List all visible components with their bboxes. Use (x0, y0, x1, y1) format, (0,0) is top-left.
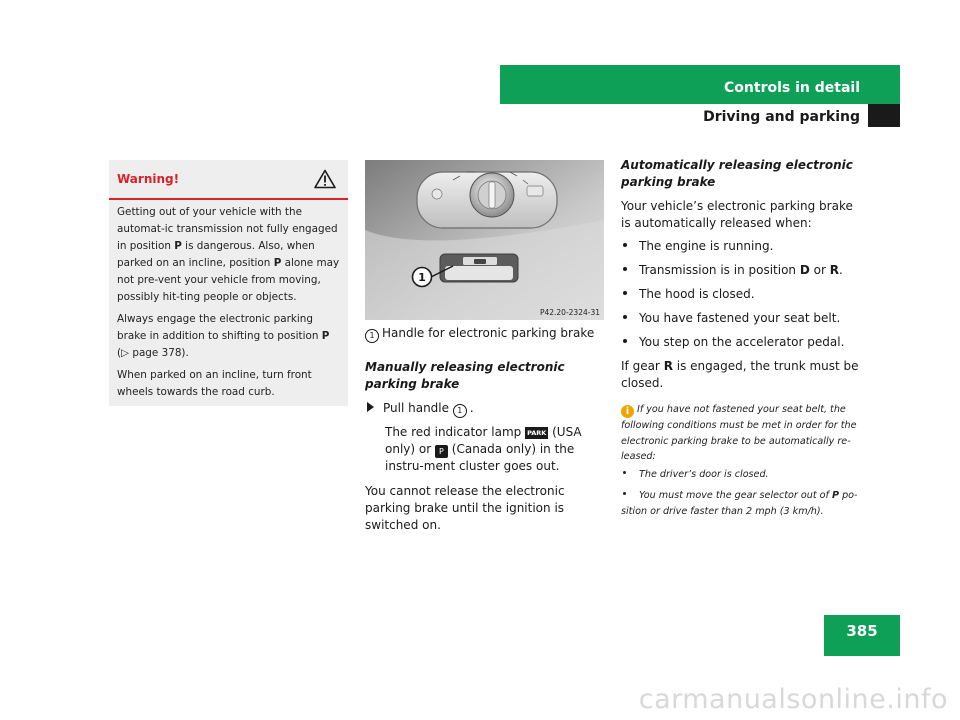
figure-caption: 1 Handle for electronic parking brake (365, 325, 605, 343)
section-title: Controls in detail (724, 80, 860, 96)
warning-paragraph-3: When parked on an incline, turn front wheels towards the road curb. (117, 369, 312, 398)
trunk-note: If gear R is engaged, the trunk must be closed. (621, 359, 859, 390)
indicator-lamp-description: The red indicator lamp PARK (USA only) or P (Canada only) in the instru-ment cluster goes out. (385, 425, 582, 473)
automatic-release-heading: Automatically releasing electronic parking brake (621, 158, 853, 189)
bullet-icon (623, 492, 626, 495)
canada-p-lamp-icon: P (435, 445, 448, 458)
step-callout-number: 1 (453, 404, 467, 418)
header-tab-marker (868, 104, 900, 127)
bullet-icon (623, 267, 627, 271)
automatic-release-intro: Your vehicle’s electronic parking brake is automatically released when: (621, 199, 853, 230)
bullet-icon (623, 291, 627, 295)
bullet-icon (623, 315, 627, 319)
watermark: carmanualsonline.info (638, 684, 948, 715)
bullet-icon (623, 243, 627, 247)
subsection-title: Driving and parking (703, 109, 860, 125)
manual-release-step: Pull handle 1 . (365, 400, 605, 418)
info-note: i If you have not fastened your seat belt, the following conditions must be met in order for the electronic parking brake to be automatically re-leased: (621, 404, 857, 462)
list-item: You have fastened your seat belt. (621, 310, 861, 327)
callout-number: 1 (365, 329, 379, 343)
list-item: The hood is closed. (621, 286, 861, 303)
warning-divider (109, 198, 348, 200)
manual-release-heading: Manually releasing electronic parking brake (365, 360, 565, 391)
bullet-icon (623, 339, 627, 343)
park-lamp-icon: PARK (527, 429, 547, 437)
bullet-icon (623, 471, 626, 474)
warning-title: Warning! (117, 172, 180, 186)
warning-paragraph-2: Always engage the electronic parking brake in addition to shifting to position P (▷ page 378). (117, 313, 330, 359)
list-item: You step on the accelerator pedal. (621, 334, 861, 351)
step-arrow-icon (367, 402, 374, 412)
info-list-item: You must move the gear selector out of P po-sition or drive faster than 2 mph (3 km/h). (621, 490, 858, 517)
list-item: Transmission is in position D or R. (621, 262, 861, 279)
list-item: The engine is running. (621, 238, 861, 255)
info-icon: i (621, 405, 634, 418)
parking-brake-illustration (365, 160, 604, 320)
parking-brake-photo (365, 160, 604, 320)
figure-code: P42.20-2324-31 (539, 308, 600, 317)
figure-callout: 1 (418, 271, 426, 284)
manual-release-note: You cannot release the electronic parking brake until the ignition is switched on. (365, 484, 565, 532)
warning-paragraph-1: Getting out of your vehicle with the automat-ic transmission not fully engaged in position P is dangerous. Also, when parked on an incline, position P alone may not pre-vent your vehicle from moving, possibly hit-ting people or objects. (117, 206, 340, 303)
warning-box (109, 160, 348, 406)
page-number: 385 (846, 622, 878, 640)
info-list-item: The driver’s door is closed. (621, 467, 866, 483)
warning-triangle-icon (314, 169, 336, 189)
